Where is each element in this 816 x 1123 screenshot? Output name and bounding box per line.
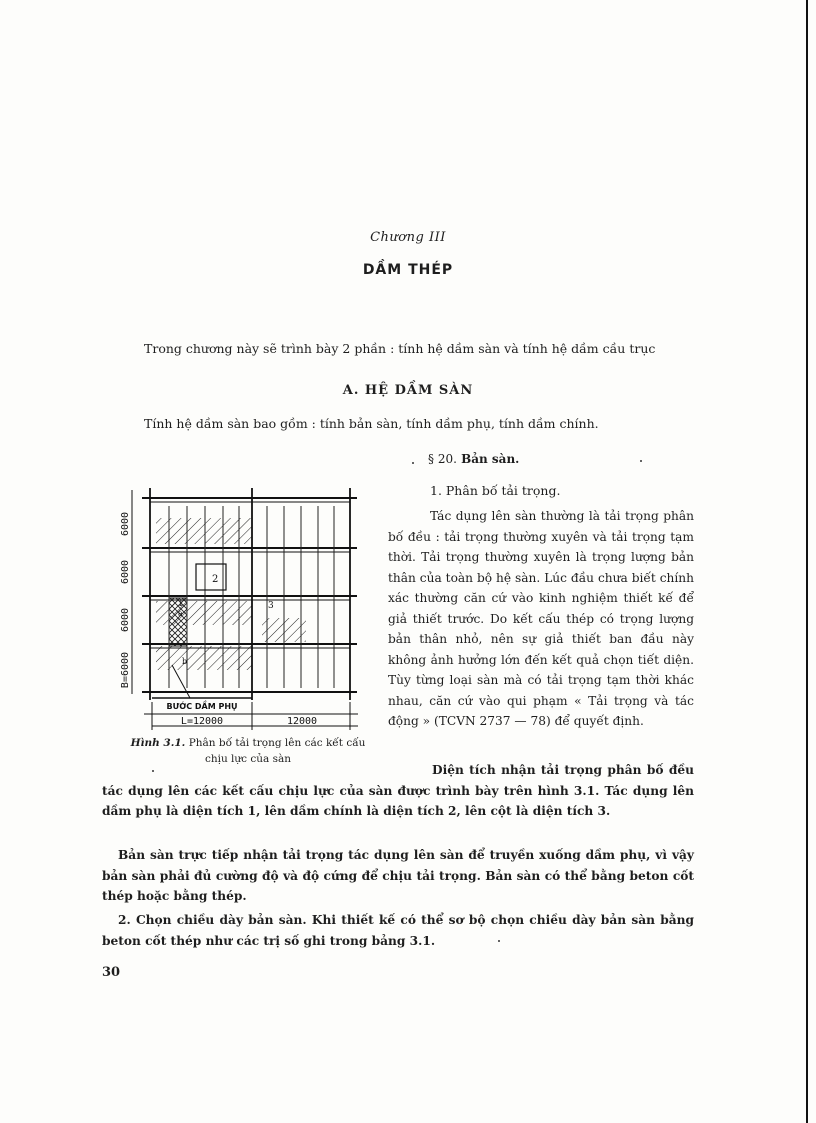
small-label-a: a xyxy=(178,609,183,618)
section-20-heading xyxy=(428,452,519,466)
speck xyxy=(152,770,154,772)
subsection-heading: 1. Phân bố tải trọng. xyxy=(430,483,561,498)
speck xyxy=(412,462,414,464)
chapter-title: DẦM THÉP xyxy=(362,262,454,278)
page-right-border xyxy=(806,0,808,1123)
left-dim-label: 6000 xyxy=(120,559,131,585)
section-symbol: § 20. xyxy=(428,452,457,466)
chapter-label: Chương III xyxy=(370,230,446,245)
speck xyxy=(640,460,642,462)
intro-text: Trong chương này sẽ trình bày 2 phần : tính hệ dầm sàn và tính hệ dầm cầu trục xyxy=(144,341,656,356)
section-title: Bản sàn. xyxy=(461,452,520,466)
figure-caption-label: Hình 3.1. xyxy=(130,737,186,749)
figure-floor-load-plan xyxy=(112,468,372,730)
paragraph-load-areas: Diện tích nhận tải trọng phân bố đều tác dụng lên các kết cấu chịu lực của sàn được trình bày trên hình 3.1. Tác dụng lên dầm phụ là diện tích 1, lên dầm chính là diện tích 2, lên cột là diện tích 3. xyxy=(102,763,694,818)
left-dim-label: B=6000 xyxy=(120,651,131,689)
section-a-includes: Tính hệ dầm sàn bao gồm : tính bản sàn, tính dầm phụ, tính dầm chính. xyxy=(144,416,599,431)
bottom-dim-label: L=12000 xyxy=(180,716,224,727)
area-label-1: 1 xyxy=(178,599,184,609)
small-label-b: b xyxy=(182,657,188,666)
paragraph-load-distribution: Tác dụng lên sàn thường là tải trọng phân bố đều : tải trọng thường xuyên và tải trọng tạm thời. Tải trọng thường xuyên là trọng lượng bản thân của toàn bộ hệ sàn. Lúc đầu chưa biết chính xác thường căn cứ vào kinh nghiệm thiết kế để giả thiết trước. Do kết cấu thép có trọng lượng bản thân nhỏ, nên sự giả thiết ban đầu này không ảnh hưởng lớn đến kết quả chọn tiết diện. Tùy từng loại sàn mà có tải trọng tạm thời khác nhau, căn cứ vào qui phạm « Tải trọng và tác động » (TCVN 2737 — 78) để quyết định. xyxy=(388,509,694,728)
paragraph-slab: Bản sàn trực tiếp nhận tải trọng tác dụng lên sàn để truyền xuống dầm phụ, vì vậy bản sàn phải đủ cường độ và độ cứng để chịu tải trọng. Bản sàn có thể bằng beton cốt thép hoặc bằng thép. xyxy=(102,848,694,903)
speck xyxy=(498,940,500,942)
area-label-3: 3 xyxy=(268,601,274,611)
paragraph-slab-thickness: 2. Chọn chiều dày bản sàn. Khi thiết kế có thể sơ bộ chọn chiều dày bản sàn bằng beton cốt thép như các trị số ghi trong bảng 3.1. xyxy=(102,913,694,948)
figure-caption-text: Phân bố tải trọng lên các kết cấu chịu lực của sàn xyxy=(188,737,366,765)
hatched-area-2 xyxy=(196,564,226,590)
left-dim-label: 6000 xyxy=(120,511,131,537)
beam-note: BƯỚC DẦM PHỤ xyxy=(166,702,238,711)
section-a-heading: A. HỆ DẦM SÀN xyxy=(342,383,474,398)
bottom-dim-label: 12000 xyxy=(286,716,318,727)
area-label-2: 2 xyxy=(212,574,219,585)
page-number: 30 xyxy=(102,965,121,980)
left-dim-label: 6000 xyxy=(120,607,131,633)
